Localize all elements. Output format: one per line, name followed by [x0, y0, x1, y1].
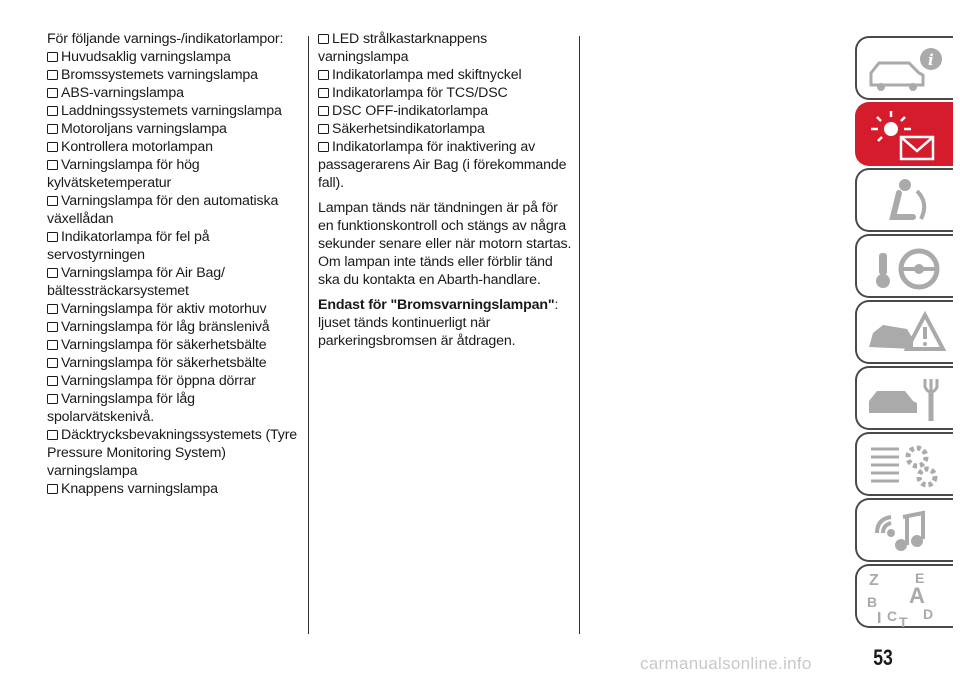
car-crash-warning-icon	[863, 305, 953, 363]
warning-lamp-icon	[47, 430, 58, 440]
tab-car-info[interactable]	[855, 36, 953, 100]
warning-list-item	[47, 372, 301, 390]
tab-car-wrench[interactable]	[855, 366, 953, 430]
warning-list-label: Huvudsaklig varningslampa	[61, 49, 231, 65]
warning-list-item	[318, 102, 574, 120]
warning-list-item	[47, 426, 301, 480]
warning-list-label: ABS-varningslampa	[61, 85, 184, 101]
warning-list-label: Varningslampa för låg bränslenivå	[61, 319, 270, 335]
warning-list-label: Varningslampa för hög kylvätsketemperatur	[47, 157, 200, 191]
warning-list-item	[318, 30, 574, 66]
warning-lamp-icon	[47, 358, 58, 368]
middle-warning-list	[318, 30, 574, 192]
warning-list-item	[47, 48, 301, 66]
warning-list-label: Indikatorlampa för inaktivering av passagerarens Air Bag (i förekommande fall).	[318, 139, 567, 191]
multimedia-icon	[863, 503, 953, 561]
warning-list-label: Varningslampa för Air Bag/ bältessträckarsystemet	[47, 265, 225, 299]
warning-lamp-icon	[47, 196, 58, 206]
warning-list-label: Laddningssystemets varningslampa	[61, 103, 282, 119]
warning-list-item	[47, 138, 301, 156]
warning-lamp-icon	[318, 142, 329, 152]
warning-lights-icon	[863, 107, 953, 165]
warning-lamp-icon	[47, 376, 58, 386]
warning-lamp-icon	[47, 340, 58, 350]
warning-lamp-icon	[47, 142, 58, 152]
intro-text: För följande varnings-/indikatorlampor:	[47, 31, 284, 47]
warning-list-item	[318, 84, 574, 102]
car-wrench-icon	[863, 371, 953, 429]
warning-list-label: Varningslampa för säkerhetsbälte	[61, 337, 267, 353]
warning-list-label: Bromssystemets varningslampa	[61, 67, 258, 83]
brake-note-bold: Endast för "Bromsvarningslampan"	[318, 297, 555, 313]
warning-list-label: Varningslampa för säkerhetsbälte	[61, 355, 267, 371]
warning-list-item	[47, 102, 301, 120]
warning-list-label: Däcktrycksbevakningssystemets (Tyre Pressure Monitoring System) varningslampa	[47, 427, 298, 479]
column-divider-2	[579, 36, 580, 634]
index-letter-d: D	[923, 606, 934, 622]
warning-list-item	[47, 390, 301, 426]
left-column	[47, 30, 301, 498]
index-letter-a: A	[909, 583, 925, 608]
warning-lamp-icon	[47, 322, 58, 332]
car-info-icon	[863, 41, 953, 99]
warning-list-label: Varningslampa för låg spolarvätskenivå.	[47, 391, 195, 425]
index-letter-t: T	[899, 614, 908, 627]
warning-list-label: Varningslampa för öppna dörrar	[61, 373, 256, 389]
warning-list-label: Motoroljans varningslampa	[61, 121, 227, 137]
index-letter-z: Z	[869, 572, 879, 589]
index-letter-i: I	[877, 610, 882, 627]
index-letter-c: C	[887, 608, 898, 624]
warning-list-item	[47, 192, 301, 228]
warning-list-label: Indikatorlampa med skiftnyckel	[332, 67, 522, 83]
info-paragraph: Lampan tänds när tändningen är på för en funktionskontroll och stängs av några sekunder senare eller när motorn startas. Om lampan inte tänds eller förblir tänd ska du kontakta en Abarth-handlare.	[318, 200, 572, 288]
page-number: 53	[873, 645, 893, 670]
warning-list-item	[47, 300, 301, 318]
key-steering-wheel-icon	[863, 239, 953, 297]
warning-lamp-icon	[47, 160, 58, 170]
tab-warning-lights[interactable]	[855, 102, 953, 166]
svg-text:i: i	[928, 51, 934, 69]
warning-lamp-icon	[318, 106, 329, 116]
warning-list-label: Kontrollera motorlampan	[61, 139, 213, 155]
seat-airbag-icon	[863, 173, 953, 231]
warning-lamp-icon	[318, 124, 329, 134]
watermark: carmanualsonline.info	[640, 654, 812, 673]
warning-list-item	[47, 84, 301, 102]
tab-index[interactable]	[855, 564, 953, 628]
specs-gears-icon	[863, 437, 953, 495]
warning-list-label: Indikatorlampa för TCS/DSC	[332, 85, 508, 101]
warning-lamp-icon	[318, 88, 329, 98]
warning-list-item	[47, 480, 301, 498]
warning-lamp-icon	[47, 52, 58, 62]
warning-list-item	[47, 156, 301, 192]
warning-list-label: Varningslampa för aktiv motorhuv	[61, 301, 267, 317]
warning-lamp-icon	[318, 70, 329, 80]
warning-lamp-icon	[47, 484, 58, 494]
column-divider-1	[308, 36, 309, 634]
warning-list-item	[318, 138, 574, 192]
warning-lamp-icon	[47, 106, 58, 116]
tab-specs[interactable]	[855, 432, 953, 496]
warning-list-item	[47, 228, 301, 264]
middle-column	[318, 30, 574, 350]
brake-note	[318, 296, 574, 350]
warning-list-label: Säkerhetsindikatorlampa	[332, 121, 485, 137]
index-letters-icon	[863, 569, 953, 627]
warning-list-item	[47, 66, 301, 84]
warning-list-item	[47, 264, 301, 300]
warning-lamp-icon	[47, 268, 58, 278]
tab-car-crash[interactable]	[855, 300, 953, 364]
tab-key-steering[interactable]	[855, 234, 953, 298]
warning-list-label: Varningslampa för den automatiska växellådan	[47, 193, 279, 227]
warning-list-label: DSC OFF-indikatorlampa	[332, 103, 488, 119]
tab-multimedia[interactable]	[855, 498, 953, 562]
tab-seat-airbag[interactable]	[855, 168, 953, 232]
warning-list-label: LED strålkastarknappens varningslampa	[318, 31, 488, 65]
warning-lamp-icon	[47, 304, 58, 314]
warning-list-item	[318, 66, 574, 84]
warning-lamp-icon	[318, 34, 329, 44]
warning-list-item	[47, 120, 301, 138]
warning-list-label: Indikatorlampa för fel på servostyrningen	[47, 229, 210, 263]
index-letter-b: B	[867, 594, 878, 610]
warning-list-item	[47, 336, 301, 354]
index-letter-e: E	[915, 570, 925, 586]
warning-lamp-icon	[47, 70, 58, 80]
warning-lamp-icon	[47, 124, 58, 134]
warning-lamp-icon	[47, 394, 58, 404]
brake-note-text: : ljuset tänds kontinuerligt när parkeringsbromsen är åtdragen.	[318, 297, 559, 349]
warning-list-item	[47, 318, 301, 336]
warning-list-label: Knappens varningslampa	[61, 481, 218, 497]
warning-lamp-icon	[47, 232, 58, 242]
warning-list-item	[47, 354, 301, 372]
warning-list-item	[318, 120, 574, 138]
left-warning-list	[47, 48, 301, 498]
warning-lamp-icon	[47, 88, 58, 98]
